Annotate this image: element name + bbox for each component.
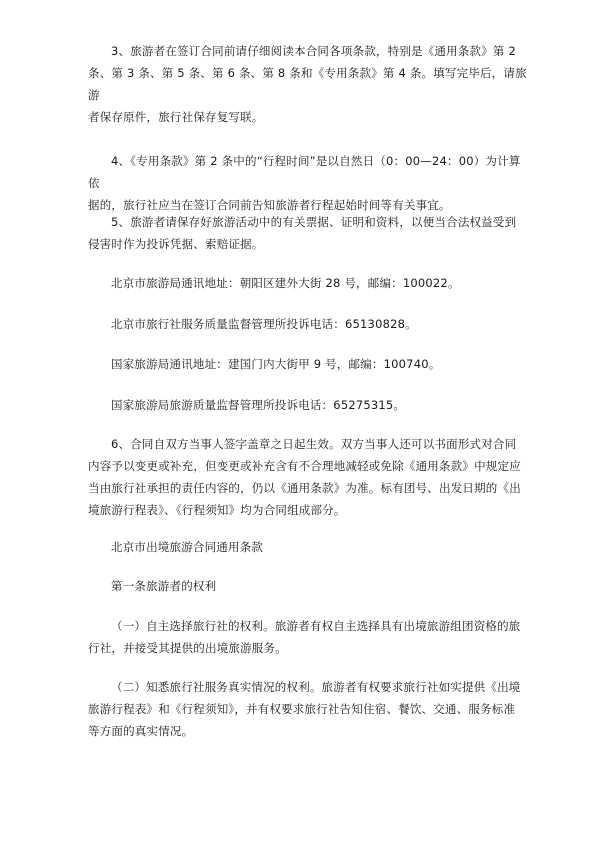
text-line: 北京市旅行社服务质量监督管理所投诉电话：65130828。 [111,317,417,331]
paragraph-clause-1 [88,615,528,659]
text-line: 国家旅游局旅游质量监督管理所投诉电话：65275315。 [111,398,406,412]
text-line: （二）知悉旅行社服务真实情况的权利。旅游者有权要求旅行社如实提供《出境 [111,680,521,694]
text-line: 国家旅游局通讯地址：建国门内大街甲 9 号，邮编：100740。 [111,357,441,371]
text-line: 北京市旅游局通讯地址：朝阳区建外大街 28 号，邮编：100022。 [111,276,460,290]
text-line: 旅游行程表》和《行程须知》，并有权要求旅行社告知住宿、餐饮、交通、服务标准 [88,702,516,716]
paragraph-national-address [88,353,528,375]
text-line: 者保存原件，旅行社保存复写联。 [88,110,264,124]
text-line: 3、旅游者在签订合同前请仔细阅读本合同各项条款，特别是《通用条款》第 2 [111,44,516,58]
text-line: 第一条旅游者的权利 [111,579,217,593]
paragraph-beijing-address [88,272,528,294]
text-line: 5、旅游者请保存好旅游活动中的有关票据、证明和资料，以便当合法权益受到 [111,215,517,229]
text-line: 行社，并接受其提供的出境旅游服务。 [88,641,287,655]
text-line: 境旅游行程表》、《行程须知》均为合同组成部分。 [88,503,346,517]
text-line: （一）自主选择旅行社的权利。旅游者有权自主选择具有出境旅游组团资格的旅 [111,619,521,633]
paragraph-clause-2 [88,676,528,742]
paragraph-article-4 [88,150,528,216]
text-line: 内容予以变更或补充，但变更或补充含有不合理地减轻或免除《通用条款》中规定应 [88,459,521,473]
section-title [88,536,528,558]
text-line: 北京市出境旅游合同通用条款 [111,540,264,554]
paragraph-article-6 [88,433,528,521]
text-line: 侵害时作为投诉凭据、索赔证据。 [88,237,264,251]
paragraph-national-complaint-phone [88,394,528,416]
text-line: 4、《专用条款》第 2 条中的“行程时间”是以自然日（0：00—24：00）为计算依 [88,154,521,190]
text-line: 条、第 3 条、第 5 条、第 6 条、第 8 条和《专用条款》第 4 条。填写完毕后，请旅游 [88,66,527,102]
paragraph-article-3 [88,40,528,128]
paragraph-beijing-complaint-phone [88,313,528,335]
text-line: 据的，旅行社应当在签订合同前告知旅游者行程起始时间等有关事宜。 [88,198,451,212]
text-line: 6、合同自双方当事人签字盖章之日起生效。双方当事人还可以书面形式对合同 [111,437,517,451]
article-heading [88,575,528,597]
text-line: 当由旅行社承担的责任内容的，仍以《通用条款》为准。标有团号、出发日期的《出 [88,481,521,495]
text-line: 等方面的真实情况。 [88,724,194,738]
paragraph-article-5 [88,211,528,255]
